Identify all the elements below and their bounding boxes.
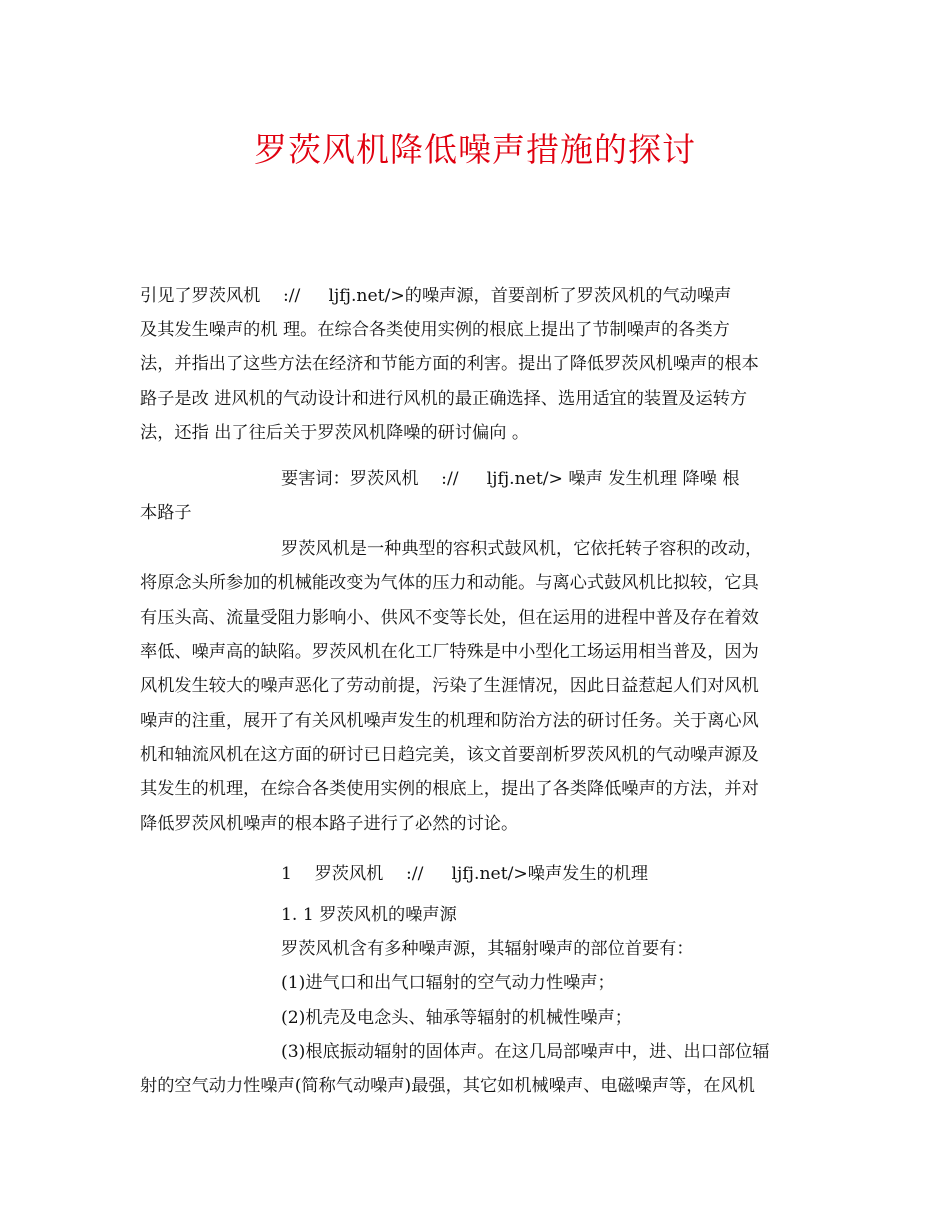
body-line: 其发生的机理，在综合各类使用实例的根底上，提出了各类降低噪声的方法，并对 (140, 779, 759, 799)
body-line: 射的空气动力性噪声(简称气动噪声)最强，其它如机械噪声、电磁噪声等，在风机 (140, 1076, 755, 1096)
section-heading: 1 罗茨风机 :// ljfj.net/>噪声发生的机理 (281, 864, 649, 884)
body-line: 及其发生噪声的机 理。在综合各类使用实例的根底上提出了节制噪声的各类方 (140, 320, 730, 340)
body-line: 路子是改 进风机的气动设计和进行风机的最正确选择、选用适宜的装置及运转方 (140, 389, 748, 409)
list-item: (3)根底振动辐射的固体声。在这几局部噪声中，进、出口部位辐 (281, 1042, 770, 1062)
body-line: 法，还指 出了往后关于罗茨风机降噪的研讨偏向 。 (140, 423, 530, 443)
body-line: 风机发生较大的噪声恶化了劳动前提，污染了生涯情况，因此日益惹起人们对风机 (140, 676, 759, 696)
body-line: 罗茨风机是一种典型的容积式鼓风机，它依托转子容积的改动， (281, 539, 763, 559)
list-item: (2)机壳及电念头、轴承等辐射的机械性噪声； (281, 1008, 632, 1028)
keywords-line: 本路子 (140, 503, 192, 523)
keywords-line: 要害词：罗茨风机 :// ljfj.net/> 噪声 发生机理 降噪 根 (281, 469, 740, 489)
body-line: 降低罗茨风机噪声的根本路子进行了必然的讨论。 (140, 814, 519, 834)
body-line: 将原念头所参加的机械能改变为气体的压力和动能。与离心式鼓风机比拟较，它具 (140, 573, 759, 593)
list-item: (1)进气口和出气口辐射的空气动力性噪声； (281, 973, 615, 993)
body-line: 率低、噪声高的缺陷。罗茨风机在化工厂特殊是中小型化工场运用相当普及，因为 (140, 642, 759, 662)
document-title: 罗茨风机降低噪声措施的探讨 (254, 130, 696, 169)
body-line: 机和轴流风机在这方面的研讨已日趋完美，该文首要剖析罗茨风机的气动噪声源及 (140, 745, 759, 765)
body-line: 罗茨风机含有多种噪声源，其辐射噪声的部位首要有： (281, 939, 694, 959)
subsection-heading: 1. 1 罗茨风机的噪声源 (281, 905, 457, 925)
body-line: 法，并指出了这些方法在经济和节能方面的利害。提出了降低罗茨风机噪声的根本 (140, 354, 759, 374)
body-line: 引见了罗茨风机 :// ljfj.net/>的噪声源，首要剖析了罗茨风机的气动噪声 (140, 286, 732, 306)
body-line: 噪声的注重，展开了有关风机噪声发生的机理和防治方法的研讨任务。关于离心风 (140, 711, 759, 731)
body-line: 有压头高、流量受阻力影响小、供风不变等长处，但在运用的进程中普及存在着效 (140, 608, 759, 628)
